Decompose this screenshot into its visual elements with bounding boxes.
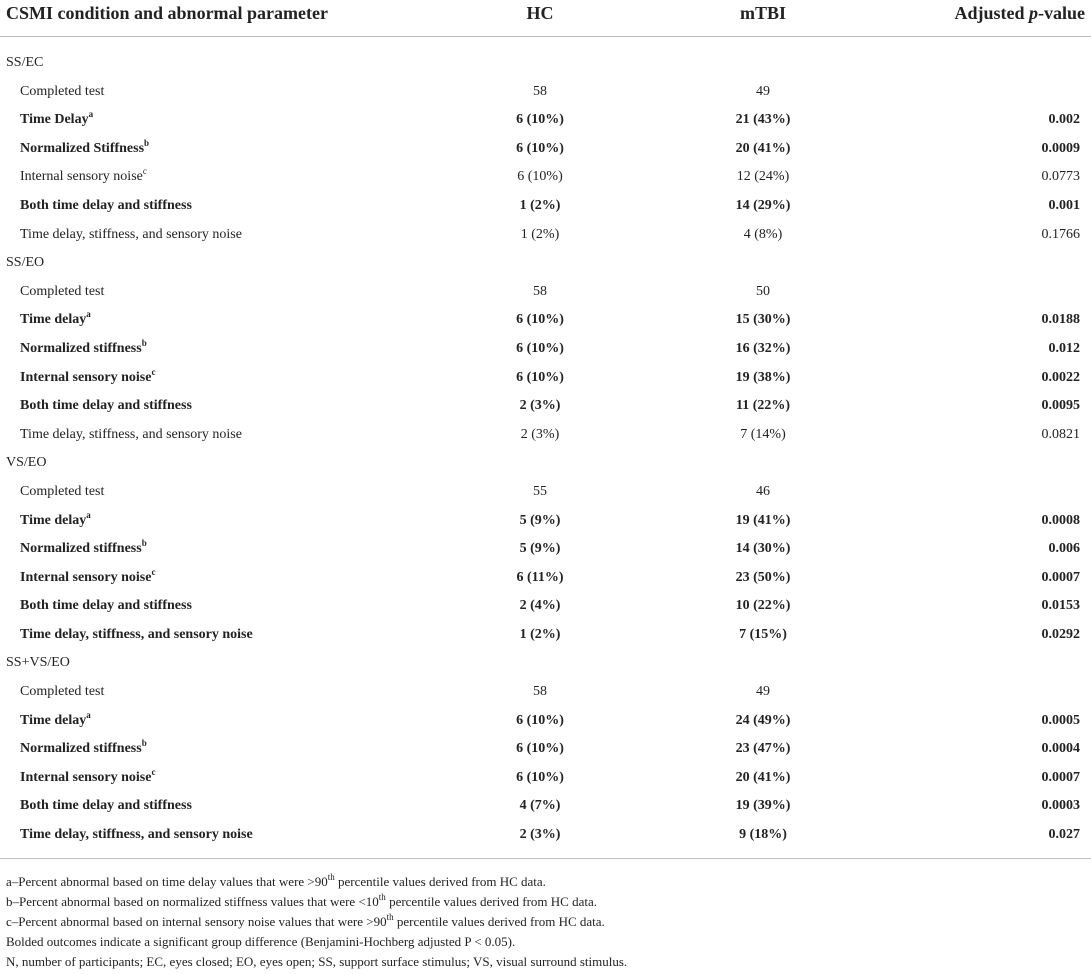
parameter-label: Time delay, stiffness, and sensory noise	[20, 626, 253, 642]
parameter-cell	[20, 137, 150, 157]
section-row	[0, 50, 1091, 79]
parameter-cell	[20, 109, 94, 128]
parameter-cell	[20, 827, 253, 843]
table-row	[0, 508, 1091, 537]
hc-cell: 58	[533, 83, 547, 99]
parameter-cell	[20, 284, 104, 300]
parameter-cell	[20, 566, 156, 586]
footnote-b	[6, 892, 627, 912]
table-row	[0, 307, 1091, 336]
parameter-label: SS/EC	[6, 55, 44, 70]
p-value-cell: 0.001	[1048, 197, 1080, 213]
footnote-a-text: a–Percent abnormal based on time delay values that were >90	[6, 874, 328, 889]
footnote-marker: b	[141, 738, 147, 749]
header-adjusted-p-value	[954, 3, 1085, 24]
footnote-c-text: c–Percent abnormal based on internal sensory noise values that were >90	[6, 914, 387, 929]
hc-cell: 5 (9%)	[519, 541, 561, 557]
parameter-cell	[20, 509, 91, 529]
hc-cell: 6 (10%)	[516, 312, 564, 328]
table-row	[0, 136, 1091, 165]
parameter-label: Both time delay and stiffness	[20, 398, 192, 414]
mtbi-cell: 49	[756, 684, 770, 700]
parameter-label: Time delay	[20, 712, 87, 728]
parameter-label: Time delay	[20, 312, 87, 328]
table-header	[0, 0, 1091, 37]
footnote-marker: a	[86, 509, 91, 520]
parameter-label: Internal sensory noise	[20, 169, 143, 185]
parameter-cell	[20, 738, 147, 757]
mtbi-cell: 7 (15%)	[739, 626, 787, 642]
table-row	[0, 365, 1091, 394]
hc-cell: 6 (10%)	[516, 712, 564, 728]
header-param: CSMI condition and abnormal parameter	[6, 3, 329, 23]
footnote-b-text: b–Percent abnormal based on normalized stiffness values that were <10	[6, 894, 379, 909]
mtbi-cell: 20 (41%)	[735, 140, 791, 156]
table-row	[0, 622, 1091, 651]
p-value-cell: 0.0153	[1041, 598, 1080, 614]
footnote-marker: a	[86, 309, 91, 320]
p-value-cell: 0.0005	[1041, 712, 1080, 728]
p-value-cell: 0.0007	[1041, 769, 1080, 785]
table-row	[0, 393, 1091, 422]
hc-cell: 5 (9%)	[519, 512, 561, 528]
hc-cell: 4 (7%)	[519, 798, 561, 814]
footnote-marker: c	[151, 566, 156, 577]
hc-cell: 2 (3%)	[519, 827, 561, 843]
hc-cell: 2 (3%)	[520, 426, 560, 442]
mtbi-cell: 11 (22%)	[735, 398, 791, 414]
parameter-label: Normalized stiffness	[20, 541, 142, 557]
parameter-cell	[20, 538, 147, 557]
header-p-suffix: -value	[1038, 3, 1085, 23]
footnote-marker: c	[151, 766, 156, 777]
table-body	[0, 50, 1091, 851]
p-value-cell: 0.027	[1048, 827, 1080, 843]
p-value-cell: 0.0821	[1041, 426, 1080, 442]
hc-cell: 2 (3%)	[519, 398, 561, 414]
hc-cell: 1 (2%)	[519, 626, 561, 642]
mtbi-cell: 21 (43%)	[735, 112, 791, 128]
p-value-cell: 0.1766	[1041, 226, 1080, 242]
parameter-cell	[20, 227, 242, 243]
mtbi-cell: 15 (30%)	[735, 312, 791, 328]
parameter-cell	[20, 337, 147, 357]
parameter-label: Both time delay and stiffness	[20, 798, 192, 814]
parameter-label: Time delay, stiffness, and sensory noise	[20, 426, 242, 442]
mtbi-cell: 19 (39%)	[735, 798, 791, 814]
p-value-cell: 0.012	[1048, 340, 1080, 356]
parameter-label: Internal sensory noise	[20, 569, 152, 585]
parameter-label: Completed test	[20, 83, 105, 99]
table-row	[0, 736, 1091, 765]
footnote-marker: c	[142, 166, 147, 177]
hc-cell: 6 (10%)	[516, 140, 564, 156]
parameter-cell	[20, 484, 104, 500]
parameter-cell	[20, 627, 253, 643]
table-row	[0, 279, 1091, 308]
table-row	[0, 536, 1091, 565]
footnote-a-sup: th	[327, 872, 335, 882]
header-p-italic: p	[1029, 3, 1038, 23]
footnote-c-text-end: percentile values derived from HC data.	[393, 914, 605, 929]
parameter-cell	[20, 166, 147, 185]
mtbi-cell: 19 (38%)	[735, 369, 791, 385]
mtbi-cell: 14 (29%)	[735, 197, 791, 213]
hc-cell: 6 (10%)	[516, 112, 564, 128]
footnote-a-text-end: percentile values derived from HC data.	[334, 874, 546, 889]
parameter-cell	[20, 798, 192, 814]
mtbi-cell: 14 (30%)	[735, 541, 791, 557]
hc-cell: 58	[533, 684, 547, 700]
mtbi-cell: 19 (41%)	[735, 512, 791, 528]
table-row	[0, 793, 1091, 822]
parameter-label: Internal sensory noise	[20, 769, 152, 785]
hc-cell: 6 (10%)	[516, 369, 564, 385]
mtbi-cell: 24 (49%)	[735, 712, 791, 728]
section-label	[6, 455, 46, 471]
footnote-a	[6, 872, 627, 892]
table-row	[0, 193, 1091, 222]
mtbi-cell: 16 (32%)	[735, 340, 791, 356]
footnote-c	[6, 912, 627, 932]
header-p-prefix: Adjusted	[954, 3, 1029, 23]
table-bottom-rule	[0, 858, 1091, 859]
table-row	[0, 222, 1091, 251]
table-row	[0, 79, 1091, 108]
parameter-cell	[20, 366, 156, 386]
parameter-label: Internal sensory noise	[20, 369, 152, 385]
table-row	[0, 679, 1091, 708]
section-row	[0, 650, 1091, 679]
mtbi-cell: 23 (47%)	[735, 741, 791, 757]
table-row	[0, 336, 1091, 365]
mtbi-cell: 20 (41%)	[735, 769, 791, 785]
section-row	[0, 450, 1091, 479]
header-mtbi: mTBI	[739, 3, 786, 23]
parameter-label: Normalized Stiffness	[20, 140, 145, 156]
parameter-cell	[20, 598, 192, 614]
parameter-cell	[20, 84, 104, 100]
footnote-marker: b	[144, 137, 150, 148]
footnote-marker: b	[141, 337, 147, 348]
p-value-cell: 0.0188	[1041, 312, 1080, 328]
mtbi-cell: 10 (22%)	[735, 598, 791, 614]
table-row	[0, 708, 1091, 737]
hc-cell: 58	[533, 283, 547, 299]
footnote-bold-note: Bolded outcomes indicate a significant group difference (Benjamini-Hochberg adjusted P < 0.05).	[6, 934, 516, 949]
footnotes	[6, 872, 627, 972]
parameter-label: Time delay, stiffness, and sensory noise	[20, 226, 242, 242]
p-value-cell: 0.0292	[1041, 626, 1080, 642]
parameter-cell	[20, 398, 192, 414]
parameter-label: Time delay	[20, 512, 87, 528]
p-value-cell: 0.0008	[1041, 512, 1080, 528]
table-row	[0, 765, 1091, 794]
table-row	[0, 593, 1091, 622]
table-row	[0, 164, 1091, 193]
parameter-label: Normalized stiffness	[20, 340, 142, 356]
mtbi-cell: 9 (18%)	[739, 827, 787, 843]
parameter-label: Normalized stiffness	[20, 741, 142, 757]
mtbi-cell: 7 (14%)	[740, 426, 786, 442]
parameter-cell	[20, 766, 156, 786]
mtbi-cell: 50	[756, 283, 770, 299]
p-value-cell: 0.0007	[1041, 569, 1080, 585]
hc-cell: 6 (10%)	[517, 169, 563, 185]
p-value-cell: 0.006	[1048, 541, 1080, 557]
table-row	[0, 565, 1091, 594]
mtbi-cell: 4 (8%)	[743, 226, 783, 242]
parameter-cell	[20, 309, 91, 328]
parameter-label: Time delay, stiffness, and sensory noise	[20, 827, 253, 843]
hc-cell: 6 (10%)	[516, 340, 564, 356]
parameter-label: VS/EO	[6, 455, 47, 471]
hc-cell: 6 (11%)	[516, 569, 564, 585]
mtbi-cell: 49	[756, 83, 770, 99]
footnote-marker: c	[151, 366, 156, 377]
parameter-label: Completed test	[20, 684, 105, 700]
p-value-cell: 0.0004	[1041, 741, 1080, 757]
parameter-label: Both time delay and stiffness	[20, 197, 192, 213]
footnote-b-text-end: percentile values derived from HC data.	[385, 894, 597, 909]
hc-cell: 2 (4%)	[519, 598, 561, 614]
footnote-abbreviations: N, number of participants; EC, eyes closed; EO, eyes open; SS, support surface stimulus; VS, visual surround stimulus.	[6, 954, 628, 969]
header-hc: HC	[526, 3, 554, 23]
table-row	[0, 422, 1091, 451]
table-row	[0, 107, 1091, 136]
p-value-cell: 0.002	[1048, 112, 1080, 128]
p-value-cell: 0.0095	[1041, 398, 1080, 414]
parameter-cell	[20, 198, 192, 214]
section-label	[6, 655, 70, 671]
parameter-label: Completed test	[20, 483, 105, 499]
hc-cell: 6 (10%)	[516, 769, 564, 785]
hc-cell: 1 (2%)	[520, 226, 560, 242]
parameter-label: Time Delay	[20, 112, 89, 128]
table-row	[0, 822, 1091, 851]
hc-cell: 6 (10%)	[516, 741, 564, 757]
parameter-label: Completed test	[20, 283, 105, 299]
parameter-label: SS/EO	[6, 255, 45, 271]
mtbi-cell: 46	[756, 483, 770, 499]
footnote-b-sup: th	[378, 892, 386, 902]
parameter-cell	[20, 709, 91, 729]
p-value-cell: 0.0009	[1041, 140, 1080, 156]
parameter-cell	[20, 684, 104, 700]
mtbi-cell: 23 (50%)	[735, 569, 791, 585]
mtbi-cell: 12 (24%)	[736, 169, 790, 185]
p-value-cell: 0.0773	[1041, 169, 1080, 185]
parameter-label: Both time delay and stiffness	[20, 598, 192, 614]
section-label	[6, 55, 43, 71]
parameter-label: SS+VS/EO	[6, 655, 70, 671]
hc-cell: 55	[533, 483, 547, 499]
hc-cell: 1 (2%)	[519, 197, 561, 213]
p-value-cell: 0.0022	[1041, 369, 1080, 385]
parameter-cell	[20, 427, 242, 443]
p-value-cell: 0.0003	[1041, 798, 1080, 814]
table-row	[0, 479, 1091, 508]
section-row	[0, 250, 1091, 279]
footnote-marker: a	[88, 109, 94, 120]
footnote-c-sup: th	[386, 912, 394, 922]
section-label	[6, 255, 44, 271]
footnote-marker: b	[141, 538, 147, 549]
footnote-marker: a	[86, 709, 91, 720]
